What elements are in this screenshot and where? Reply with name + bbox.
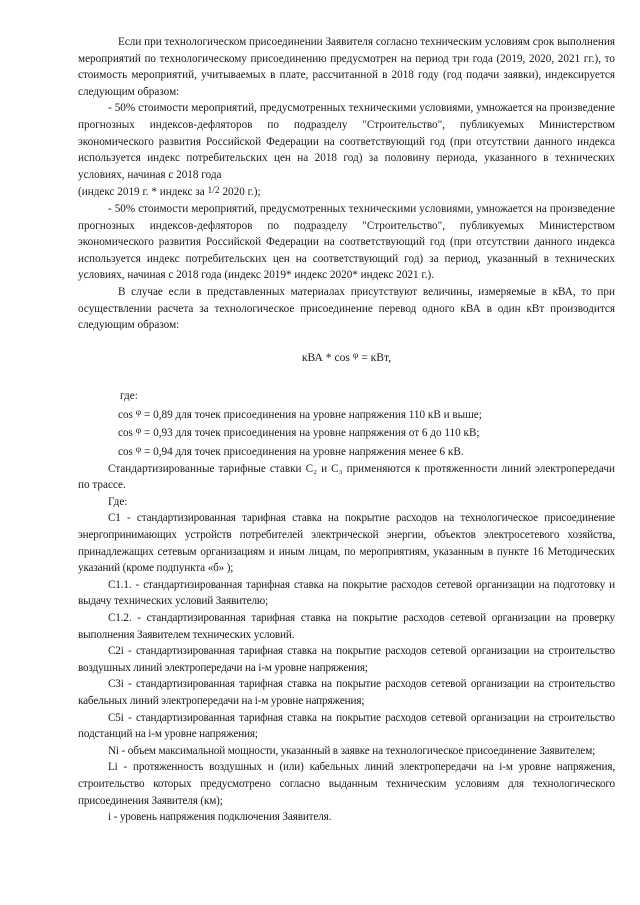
- phi-symbol: φ: [135, 445, 142, 456]
- cos-line-6-110kv: cos $^\varphi$ = 0,93 для точек присоединения на уровне напряжения от 6 до 110 кВ;: [118, 426, 480, 440]
- conversion-formula: [78, 348, 615, 367]
- definition-ni: Ni - объем максимальной мощности, указанный в заявке на технологическое присоединение Заявителем;: [108, 744, 596, 757]
- definition-c1-1: С1.1. - стандартизированная тарифная ставка на покрытие расходов сетевой организации на подготовку и выдачу технических условий Заявителю;: [78, 578, 615, 608]
- definition-c3i: С3i - стандартизированная тарифная ставка на покрытие расходов сетевой организации на строительство кабельных линий электропередачи на i-м уровне напряжения;: [78, 678, 615, 707]
- definition-i: i - уровень напряжения подключения Заявителя.: [108, 811, 332, 824]
- definition-c1-2: С1.2. - стандартизированная тарифная ставка на покрытие расходов сетевой организации на проверку выполнения Заявителем технических условий.: [78, 612, 615, 641]
- paragraph-full-period-index: - 50% стоимости мероприятий, предусмотренных техническими условиями, умножается на произведение прогнозных индексов-дефляторов по подразделу "Строительство", публикуемых Министерством экономического развития Российской Федерации на соответствующий год (при отсутствии данного индекса используется индекс потребительских цен на соответствующий год) за период, указанный в технических условиях, начиная с 2018 года (индекс 2019* индекс 2020* индекс 2021 г.).: [78, 202, 615, 282]
- cos-line-110kv: cos $^\varphi$ = 0,89 для точек присоединения на уровне напряжения 110 кВ и выше;: [118, 407, 482, 421]
- paragraph-kva-conversion: В случае если в представленных материалах присутствуют величины, измеряемые в кВА, то при осуществлении расчета за технологическое присоединение перевод одного кВА в один кВт производится следующим образом:: [78, 285, 615, 332]
- phi-symbol: φ: [352, 350, 359, 361]
- cos-line-below-6kv: cos $^\varphi$ = 0,94 для точек присоединения на уровне напряжения менее 6 кВ.: [118, 445, 464, 459]
- definition-c5i: С5i - стандартизированная тарифная ставка на покрытие расходов сетевой организации на строительство подстанций на i-м уровне напряжения;: [78, 711, 615, 741]
- phi-symbol: φ: [135, 407, 142, 418]
- formula-left: кВА * cos: [301, 350, 350, 364]
- where-label: где:: [120, 390, 138, 403]
- formula-right: = кВт,: [361, 350, 392, 364]
- paragraph-half-period-text: - 50% стоимости мероприятий, предусмотренных техническими условиями, умножается на произведение прогнозных индексов-дефляторов по подразделу "Строительство", публикуемых Министерством экономического развития Российской Федерации на соответствующий год (при отсутствии данного индекса используется индекс потребительских цен на 2018 год) за половину периода, указанного в технических условиях, начиная с 2018 года: [78, 102, 615, 181]
- definition-c2i: С2i - стандартизированная тарифная ставка на покрытие расходов сетевой организации на строительство воздушных линий электропередачи на i-м уровне напряжения;: [78, 645, 615, 674]
- definition-c1: С1 - стандартизированная тарифная ставка на покрытие расходов на технологическое присоединение энергопринимающих устройств потребителей электрической энергии, объектов электросетевого хозяйства, принадлежащих сетевым организациям и иным лицам, по мероприятиям, указанным в пункте 16 Методических указаний (кроме подпункта «б» );: [78, 512, 615, 575]
- definition-li: Li - протяженность воздушных и (или) кабельных линий электропередачи на i-м уровне напряжения, строительство которых предусмотрено согласно выданным техническим условиям для технологического присоединения Заявителя (км);: [78, 761, 615, 807]
- paragraph-indexation-intro: Если при технологическом присоединении Заявителя согласно техническим условиям срок выполнения мероприятий по технологическому присоединению предусмотрен на период три года (2019, 2020, 2021 гг.), то стоимость мероприятий, учитываемых в плате, рассчитанной в 2018 году (год подачи заявки), индексируется следующим образом:: [78, 36, 615, 98]
- gde-label: Где:: [108, 495, 128, 508]
- paragraph-half-period-index: [78, 100, 615, 183]
- fraction-one-half: 1/2: [207, 186, 220, 197]
- paragraph-half-period-tail: (индекс 2019 г. * индекс за 1/2 2020 г.);: [78, 186, 261, 199]
- phi-symbol: φ: [135, 426, 142, 437]
- paragraph-standard-rates: Стандартизированные тарифные ставки С₂ и С₃ применяются к протяженности линий электропередачи по трассе.: [78, 462, 615, 492]
